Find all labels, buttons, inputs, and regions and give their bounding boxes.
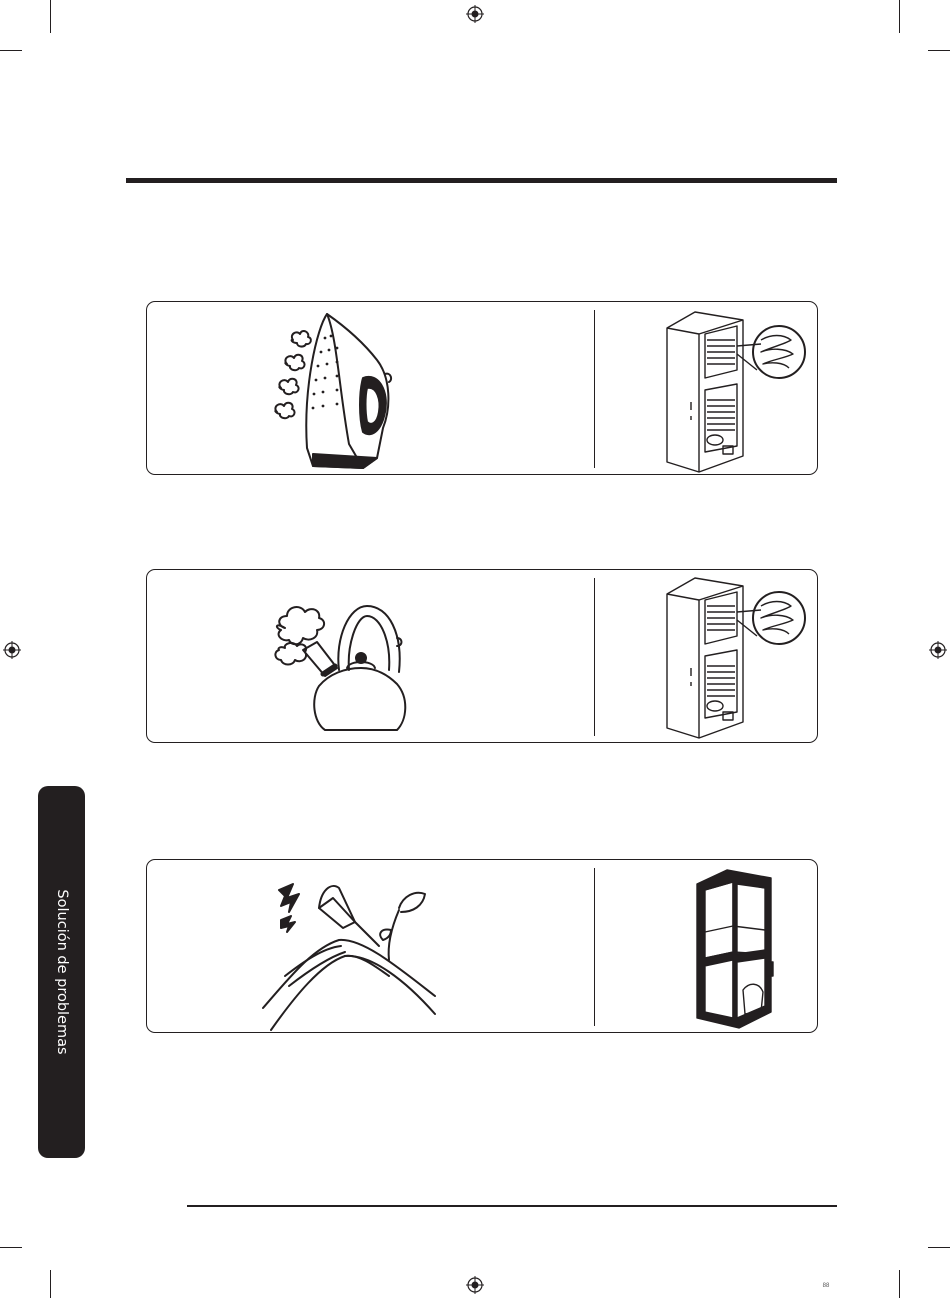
fridge-rear-condenser-icon xyxy=(661,306,807,474)
panel-divider xyxy=(594,868,595,1026)
registration-mark-icon xyxy=(466,1276,484,1294)
crop-mark xyxy=(899,0,900,33)
crop-mark xyxy=(50,1270,51,1298)
panel-divider xyxy=(594,578,595,736)
illustration-panel-crack xyxy=(146,859,818,1033)
whistling-kettle-icon xyxy=(265,598,415,740)
illustration-panel-steam xyxy=(146,301,818,475)
crop-mark xyxy=(50,0,51,33)
crop-mark xyxy=(0,50,22,51)
section-side-tab-label: Solución de problemas xyxy=(54,889,70,1055)
page-number: 88 xyxy=(822,1283,830,1289)
fridge-rear-condenser-icon xyxy=(661,572,807,740)
crop-mark xyxy=(0,1247,22,1248)
crop-mark xyxy=(899,1270,900,1298)
steam-iron-icon xyxy=(267,308,397,472)
fridge-open-interior-icon xyxy=(687,862,787,1032)
illustration-panel-kettle xyxy=(146,569,818,743)
registration-mark-icon xyxy=(466,5,484,23)
crop-mark xyxy=(928,50,950,51)
registration-mark-icon xyxy=(3,641,21,659)
registration-mark-icon xyxy=(929,641,947,659)
crop-mark xyxy=(928,1247,950,1248)
section-heading-rule xyxy=(126,178,837,183)
footer-rule xyxy=(187,1205,837,1207)
cracking-branch-icon xyxy=(259,868,441,1032)
panel-divider xyxy=(594,310,595,468)
